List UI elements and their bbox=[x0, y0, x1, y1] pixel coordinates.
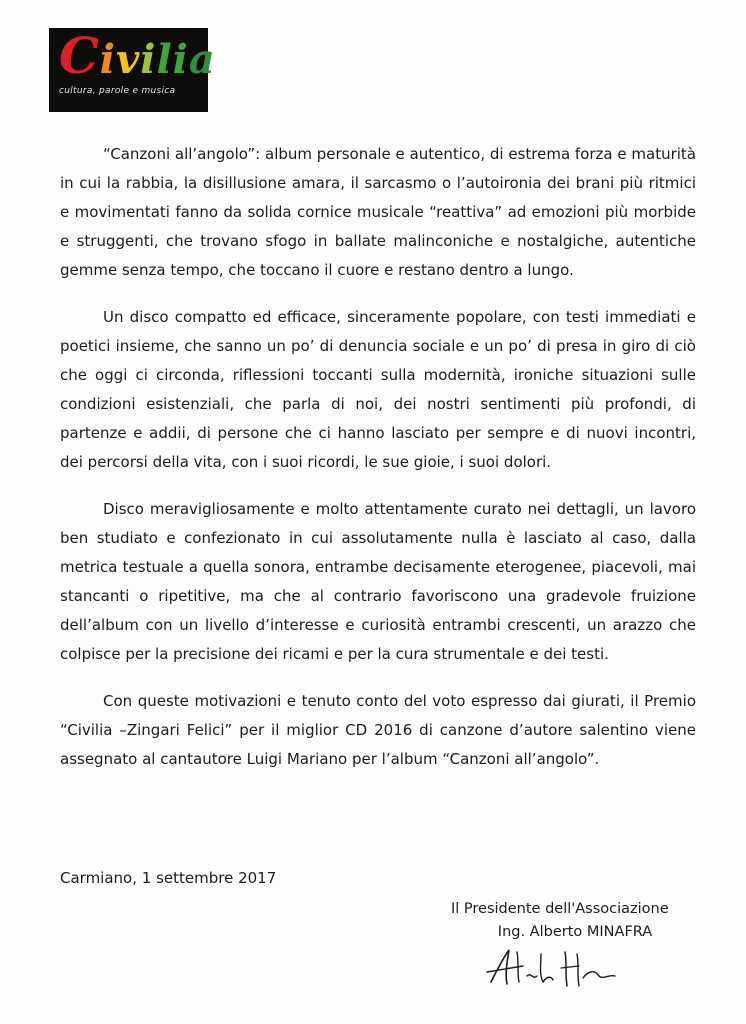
logo-wordmark bbox=[59, 26, 216, 85]
letter-body bbox=[60, 140, 696, 812]
logo-letter: i bbox=[172, 36, 189, 83]
signatory-block bbox=[451, 898, 691, 944]
logo-letter: l bbox=[156, 36, 173, 83]
paragraph: “Canzoni all’angolo”: album personale e autentico, di estrema forza e maturità in cui la rabbia, la disillusione amara, il sarcasmo o l’autoironia dei brani più ritmici e movimentati fanno da solida cornice musicale “reattiva” ad emozioni più morbide e struggenti, che trovano sfogo in ballate malinconiche e nostalgiche, autentiche gemme senza tempo, che toccano il cuore e restano dentro a lungo. bbox=[60, 145, 696, 279]
logo-letter: i bbox=[99, 36, 116, 83]
logo-letter: C bbox=[59, 26, 100, 85]
logo-tagline: cultura, parole e musica bbox=[59, 86, 176, 96]
signatory-title: Il Presidente dell'Associazione bbox=[451, 901, 669, 917]
logo-letter: i bbox=[140, 36, 157, 83]
signatory-name: Ing. Alberto MINAFRA bbox=[497, 924, 653, 940]
place-date: Carmiano, 1 settembre 2017 bbox=[60, 869, 277, 887]
logo-letter: a bbox=[188, 36, 216, 83]
paragraph: Disco meravigliosamente e molto attentamente curato nei dettagli, un lavoro ben studiato e confezionato in cui assolutamente nulla è lasciato al caso, dalla metrica testuale a quella sonora, entrambe decisamente eterogenee, piacevoli, mai stancanti o ripetitive, ma che al contrario favoriscono una gradevole fruizione dell’album con un livello d’interesse e curiosità entrambi crescenti, un arazzo che colpisce per la precisione dei ricami e per la cura strumentale e dei testi. bbox=[60, 500, 696, 663]
handwritten-signature bbox=[483, 946, 623, 988]
logo-letter: v bbox=[116, 36, 141, 83]
paragraph: Un disco compatto ed efficace, sinceramente popolare, con testi immediati e poetici insieme, che sanno un po’ di denuncia sociale e un po’ di presa in giro di ciò che oggi ci circonda, riflessioni toccanti sulla modernità, ironiche situazioni sulle condizioni esistenziali, che parla di noi, dei nostri sentimenti più profondi, di partenze e addii, di persone che ci hanno lasciato per sempre e di nuovi incontri, dei percorsi della vita, con i suoi ricordi, le sue gioie, i suoi dolori. bbox=[60, 308, 696, 471]
paragraph: Con queste motivazioni e tenuto conto del voto espresso dai giurati, il Premio “Civilia –Zingari Felici” per il miglior CD 2016 di canzone d’autore salentino viene assegnato al cantautore Luigi Mariano per l’album “Canzoni all’angolo”. bbox=[60, 692, 696, 768]
civilia-logo bbox=[49, 26, 216, 112]
